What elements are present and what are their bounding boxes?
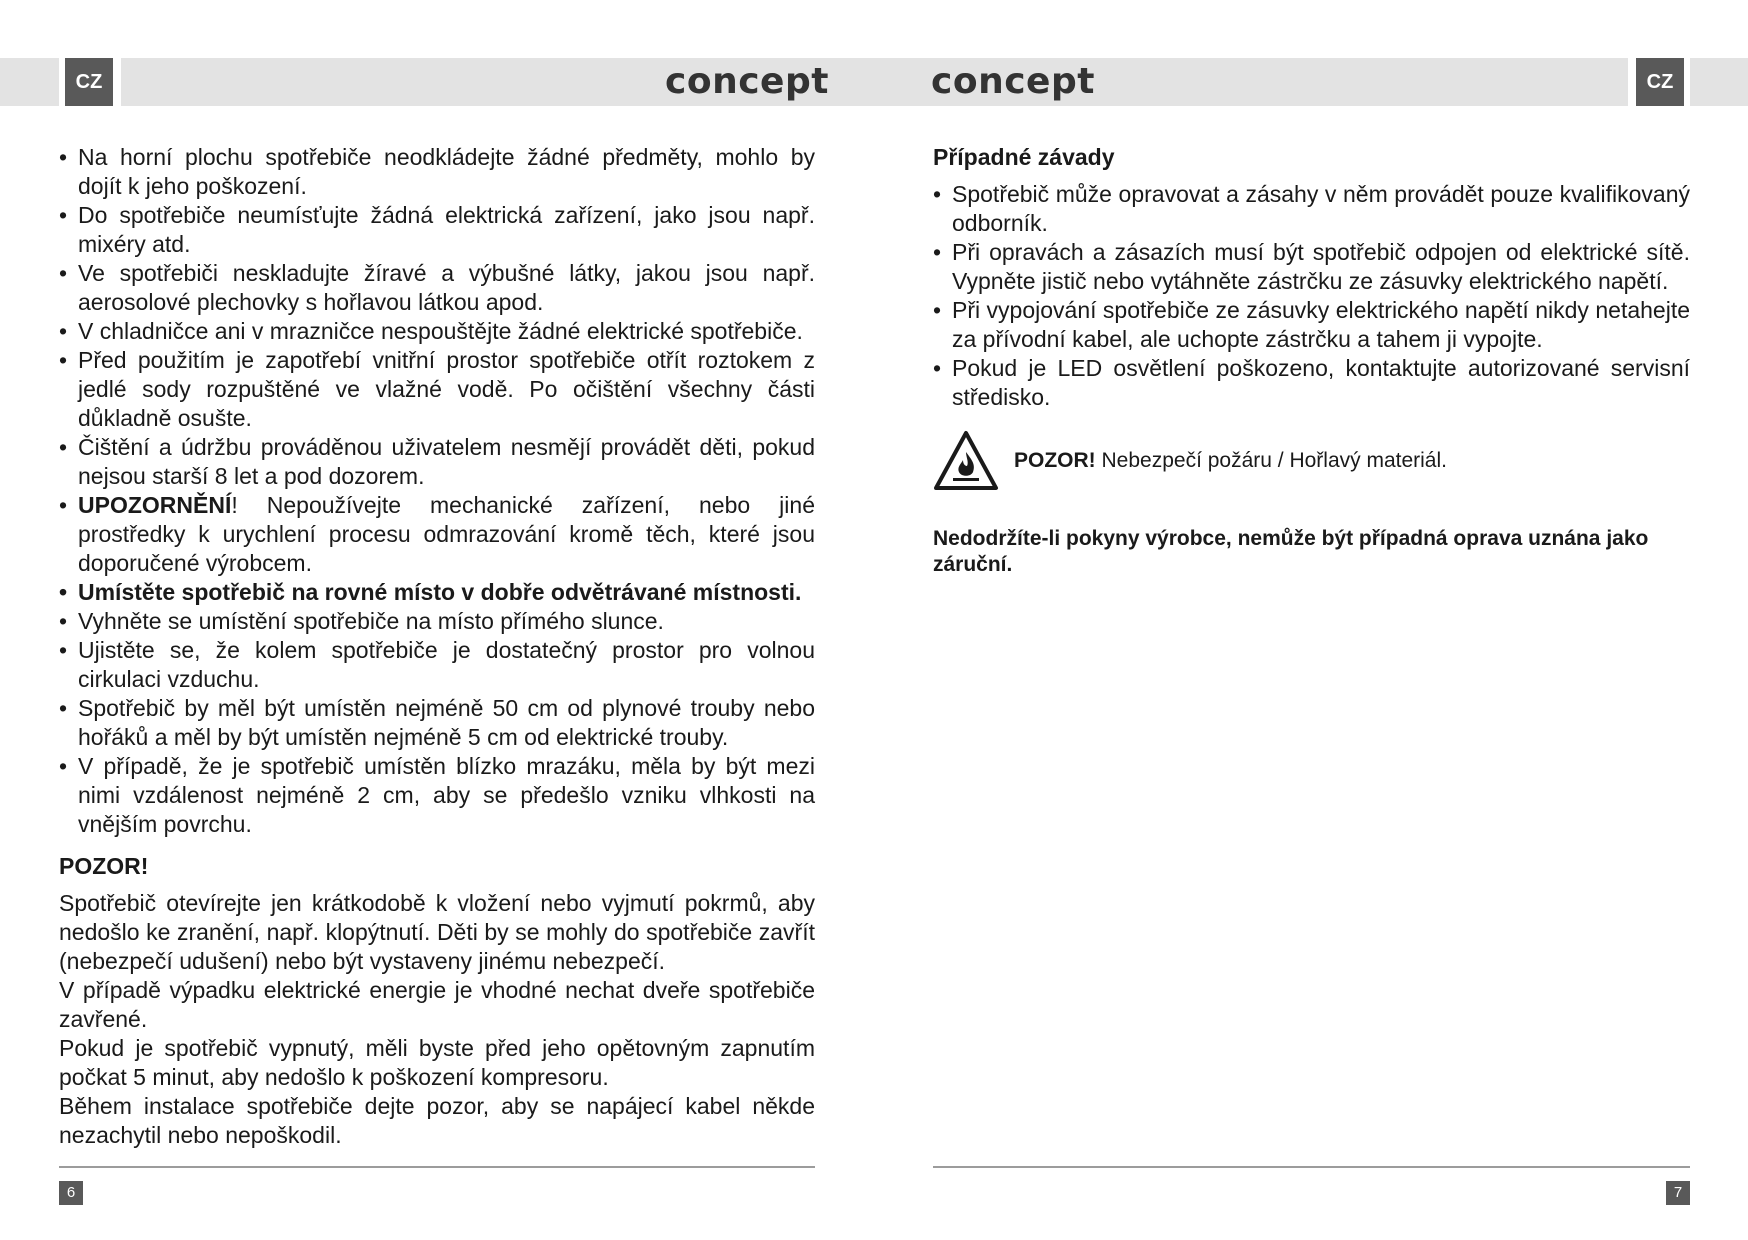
header-band-right xyxy=(1690,58,1748,106)
list-item: • Před použitím je zapotřebí vnitřní prostor spotřebiče otřít roztokem z jedlé sody rozpuštěné ve vlažné vodě. Po očištění všechny části důkladně osušte. xyxy=(59,346,815,433)
warranty-note: Nedodržíte-li pokyny výrobce, nemůže být případná oprava uznána jako záruční. xyxy=(933,527,1649,576)
fire-warning-label: POZOR! xyxy=(1014,449,1096,472)
list-item: • Pokud je LED osvětlení poškozeno, kontaktujte autorizované servisní středisko. xyxy=(933,354,1690,412)
paragraph: Spotřebič otevírejte jen krátkodobě k vložení nebo vyjmutí pokrmů, aby nedošlo ke zranění, např. klopýtnutí. Děti by se mohly do spotřebiče zavřít (nebezpečí udušení) nebo být vystaveny jinému nebezpečí. xyxy=(59,890,815,974)
paragraph: Během instalace spotřebiče dejte pozor, aby se napájecí kabel někde nezachytil nebo nepoškodil. xyxy=(59,1093,815,1148)
language-tag-left: CZ xyxy=(65,58,113,106)
page-number-left: 6 xyxy=(59,1181,83,1205)
list-item: • V případě, že je spotřebič umístěn blízko mrazáku, měla by být mezi nimi vzdálenost nejméně 2 cm, aby se předešlo vzniku vlhkosti na vnějším povrchu. xyxy=(59,752,815,839)
list-item: • Spotřebič může opravovat a zásahy v něm provádět pouze kvalifikovaný odborník. xyxy=(933,180,1690,238)
safety-list xyxy=(59,143,815,839)
brand-logo-left: concept xyxy=(665,61,829,102)
list-item: • Do spotřebiče neumísťujte žádná elektrická zařízení, jako jsou např. mixéry atd. xyxy=(59,201,815,259)
list-item: • V chladničce ani v mrazničce nespouštějte žádné elektrické spotřebiče. xyxy=(59,317,815,346)
list-item-warning xyxy=(59,491,815,578)
fault-list xyxy=(933,180,1690,412)
section-heading: Případné závady xyxy=(933,144,1115,170)
list-item: • Vyhněte se umístění spotřebiče na místo přímého slunce. xyxy=(59,607,815,636)
footer-rule-left xyxy=(59,1166,815,1168)
warning-label: UPOZORNĚNÍ xyxy=(78,492,232,518)
warning-text: ! Nepoužívejte mechanické zařízení, nebo jiné prostředky k urychlení procesu odmrazování kromě těch, které jsou doporučené výrobcem. xyxy=(78,492,815,576)
list-item: • Ujistěte se, že kolem spotřebiče je dostatečný prostor pro volnou cirkulaci vzduchu. xyxy=(59,636,815,694)
left-page-content xyxy=(59,143,815,1150)
brand-logo-right: concept xyxy=(931,61,1095,102)
list-item: • Na horní plochu spotřebiče neodkládejte žádné předměty, mohlo by dojít k jeho poškození. xyxy=(59,143,815,201)
fire-warning xyxy=(933,430,1690,492)
fire-warning-message: Nebezpečí požáru / Hořlavý materiál. xyxy=(1095,449,1447,472)
page-number-right: 7 xyxy=(1666,1181,1690,1205)
fire-warning-text xyxy=(1014,448,1447,474)
flammable-warning-icon xyxy=(933,430,999,492)
paragraph: Pokud je spotřebič vypnutý, měli byste před jeho opětovným zapnutím počkat 5 minut, aby nedošlo k poškození kompresoru. xyxy=(59,1035,815,1090)
list-item: • Při vypojování spotřebiče ze zásuvky elektrického napětí nikdy netahejte za přívodní kabel, ale uchopte zástrčku a tahem ji vypojte. xyxy=(933,296,1690,354)
list-item: • Spotřebič by měl být umístěn nejméně 50 cm od plynové trouby nebo hořáků a měl by být umístěn nejméně 5 cm od elektrické trouby. xyxy=(59,694,815,752)
list-item: • Čištění a údržbu prováděnou uživatelem nesmějí provádět děti, pokud nejsou starší 8 let a pod dozorem. xyxy=(59,433,815,491)
pozor-heading: POZOR! xyxy=(59,853,149,879)
language-tag-right: CZ xyxy=(1636,58,1684,106)
header-band-left xyxy=(0,58,59,106)
header-band-left-main xyxy=(121,58,1628,106)
list-item: • Při opravách a zásazích musí být spotřebič odpojen od elektrické sítě. Vypněte jistič nebo vytáhněte zástrčku ze zásuvky elektrického napětí. xyxy=(933,238,1690,296)
right-page-content xyxy=(933,143,1690,578)
list-item: • Ve spotřebiči neskladujte žíravé a výbušné látky, jakou jsou např. aerosolové plechovky s hořlavou látkou apod. xyxy=(59,259,815,317)
paragraph: V případě výpadku elektrické energie je vhodné nechat dveře spotřebiče zavřené. xyxy=(59,977,815,1032)
footer-rule-right xyxy=(933,1166,1690,1168)
list-item-bold: • Umístěte spotřebič na rovné místo v dobře odvětrávané místnosti. xyxy=(59,578,815,607)
